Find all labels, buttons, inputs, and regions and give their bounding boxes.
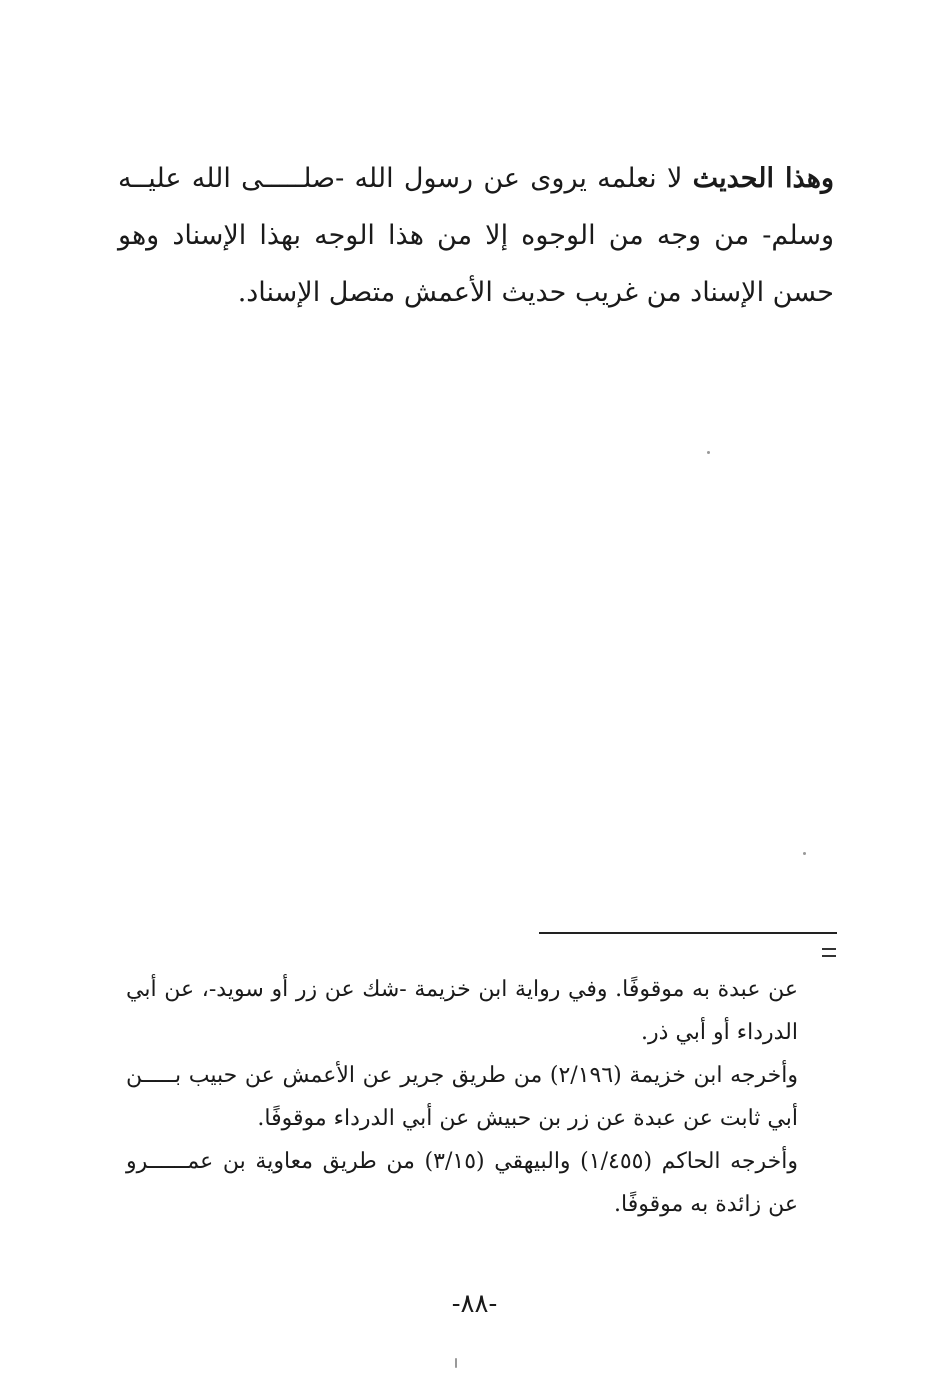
main-lead-phrase: وهذا الحديث bbox=[692, 163, 834, 194]
page-number: -٨٨- bbox=[451, 1289, 498, 1319]
main-body-text: لا نعلمه يروى عن رسول الله -صلـــــى الله عليــه وسلم- من وجه من الوجوه إلا من هذا الوجه بهذا الإسناد وهو حسن الإسناد من غريب حديث الأعمش متصل الإسناد. bbox=[118, 163, 834, 308]
scan-speck bbox=[455, 1358, 457, 1368]
footnote-separator bbox=[539, 932, 837, 934]
footnotes-section bbox=[126, 968, 798, 1226]
main-paragraph bbox=[118, 150, 834, 321]
scan-speck bbox=[803, 852, 806, 855]
footnote-paragraph-1: عن عبدة به موقوفًا. وفي رواية ابن خزيمة -شك عن زر أو سويد-، عن أبي الدرداء أو أبي ذر. bbox=[126, 977, 798, 1045]
scan-speck bbox=[707, 451, 710, 454]
footnote-marker bbox=[822, 948, 836, 957]
footnote-paragraph-3: وأخرجه الحاكم (١/٤٥٥) والبيهقي (٣/١٥) من طريق معاوية بن عمــــــرو عن زائدة به موقوفًا. bbox=[126, 1149, 799, 1217]
footnote-paragraph-2: وأخرجه ابن خزيمة (٢/١٩٦) من طريق جرير عن الأعمش عن حبيب بـــــن أبي ثابت عن عبدة عن زر بن حبيش عن أبي الدرداء موقوفًا. bbox=[126, 1063, 798, 1131]
